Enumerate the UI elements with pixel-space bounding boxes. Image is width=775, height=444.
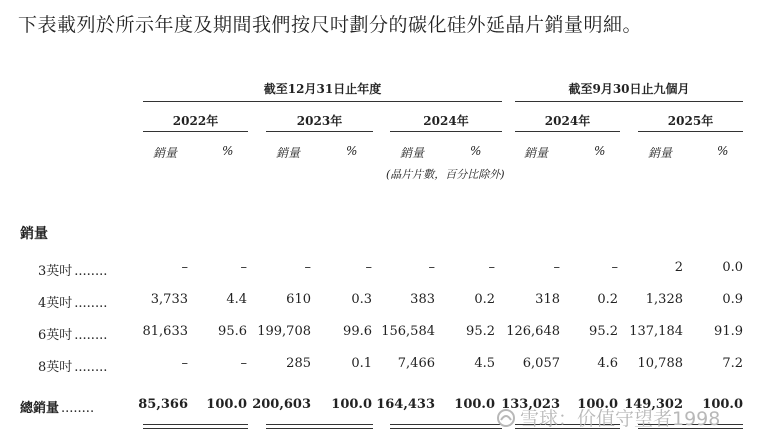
row-label	[38, 260, 107, 279]
group-rule-full-year	[143, 101, 502, 102]
year-rule	[515, 131, 620, 132]
leader-dots: ........	[74, 360, 108, 375]
total-rule	[143, 424, 248, 429]
cell-volume: 1,328	[645, 292, 683, 307]
cell-percent: 4.6	[597, 356, 618, 371]
cell-percent: 0.2	[597, 292, 618, 307]
row-label-text: 6英吋	[38, 328, 73, 343]
subheader-percent: %	[470, 144, 482, 158]
year-rule	[638, 131, 743, 132]
watermark	[496, 404, 720, 431]
subheader-volume: 銷量	[648, 146, 673, 160]
subheader-volume: 銷量	[524, 146, 549, 160]
cell-percent: 100.0	[577, 397, 618, 412]
row-label	[20, 397, 94, 416]
cell-percent: 0.3	[351, 292, 372, 307]
cell-percent: –	[611, 260, 618, 275]
leader-dots: ........	[74, 264, 108, 279]
row-label	[38, 292, 107, 311]
subheader-volume: 銷量	[153, 146, 178, 160]
cell-volume: 285	[286, 356, 311, 371]
cell-percent: –	[240, 260, 247, 275]
cell-percent: 0.1	[351, 356, 372, 371]
leader-dots: ........	[61, 401, 95, 416]
year-header: 2022年	[172, 114, 219, 128]
cell-percent: 0.9	[722, 292, 743, 307]
row-label-text: 4英吋	[38, 296, 73, 311]
year-header: 2024年	[544, 114, 591, 128]
cell-percent: –	[488, 260, 495, 275]
cell-percent: 100.0	[206, 397, 247, 412]
intro-text: 下表載列於所示年度及期間我們按尺吋劃分的碳化硅外延晶片銷量明細。	[18, 14, 643, 36]
cell-volume: –	[428, 260, 435, 275]
subheader-percent: %	[222, 144, 234, 158]
cell-percent: 95.2	[466, 324, 495, 339]
cell-volume: 200,603	[252, 397, 311, 412]
subheader-percent: %	[717, 144, 729, 158]
watermark-text: 雪球：价值守望者1998	[520, 408, 721, 430]
row-label-text: 總銷量	[20, 401, 60, 416]
cell-percent: –	[365, 260, 372, 275]
cell-percent: 4.5	[474, 356, 495, 371]
cell-percent: 100.0	[702, 397, 743, 412]
year-rule	[390, 131, 502, 132]
cell-percent: 100.0	[454, 397, 495, 412]
cell-volume: 10,788	[637, 356, 683, 371]
row-label-text: 8英吋	[38, 360, 73, 375]
cell-volume: –	[553, 260, 560, 275]
cell-volume: 199,708	[257, 324, 311, 339]
cell-volume: 133,023	[501, 397, 560, 412]
cell-volume: 610	[286, 292, 311, 307]
cell-volume: –	[304, 260, 311, 275]
cell-percent: 7.2	[722, 356, 743, 371]
cell-volume: –	[181, 260, 188, 275]
cell-percent: 0.2	[474, 292, 495, 307]
cell-volume: 6,057	[522, 356, 560, 371]
year-header: 2023年	[296, 114, 343, 128]
cell-percent: 95.2	[589, 324, 618, 339]
row-label-text: 3英吋	[38, 264, 73, 279]
group-rule-nine-months	[515, 101, 743, 102]
cell-percent: 0.0	[722, 260, 743, 275]
section-title: 銷量	[20, 226, 48, 242]
subheader-percent: %	[594, 144, 606, 158]
row-label	[38, 356, 107, 375]
cell-volume: 137,184	[629, 324, 683, 339]
year-header: 2025年	[667, 114, 714, 128]
cell-volume: 149,302	[624, 397, 683, 412]
cell-volume: 164,433	[376, 397, 435, 412]
cell-volume: 85,366	[138, 397, 188, 412]
subheader-volume: 銷量	[400, 146, 425, 160]
cell-percent: –	[240, 356, 247, 371]
cell-volume: 126,648	[506, 324, 560, 339]
cell-volume: 318	[535, 292, 560, 307]
leader-dots: ........	[74, 328, 108, 343]
cell-volume: 7,466	[397, 356, 435, 371]
unit-note: (晶片片數，百分比除外)	[386, 168, 505, 181]
year-header: 2024年	[423, 114, 469, 128]
leader-dots: ........	[74, 296, 108, 311]
cell-percent: 91.9	[714, 324, 743, 339]
cell-percent: 4.4	[226, 292, 247, 307]
total-rule	[390, 424, 502, 429]
cell-percent: 95.6	[218, 324, 247, 339]
cell-volume: 383	[410, 292, 435, 307]
total-rule	[266, 424, 373, 429]
group-header-nine-months: 截至9月30日止九個月	[568, 82, 690, 96]
row-label	[38, 324, 107, 343]
subheader-percent: %	[346, 144, 358, 158]
cell-volume: –	[181, 356, 188, 371]
snowball-logo-icon	[496, 408, 516, 428]
cell-volume: 81,633	[142, 324, 188, 339]
cell-percent: 100.0	[331, 397, 372, 412]
group-header-full-year: 截至12月31日止年度	[263, 82, 382, 96]
subheader-volume: 銷量	[276, 146, 301, 160]
cell-volume: 2	[674, 260, 683, 275]
year-rule	[266, 131, 373, 132]
cell-volume: 156,584	[381, 324, 435, 339]
year-rule	[143, 131, 248, 132]
cell-volume: 3,733	[150, 292, 188, 307]
cell-percent: 99.6	[343, 324, 372, 339]
